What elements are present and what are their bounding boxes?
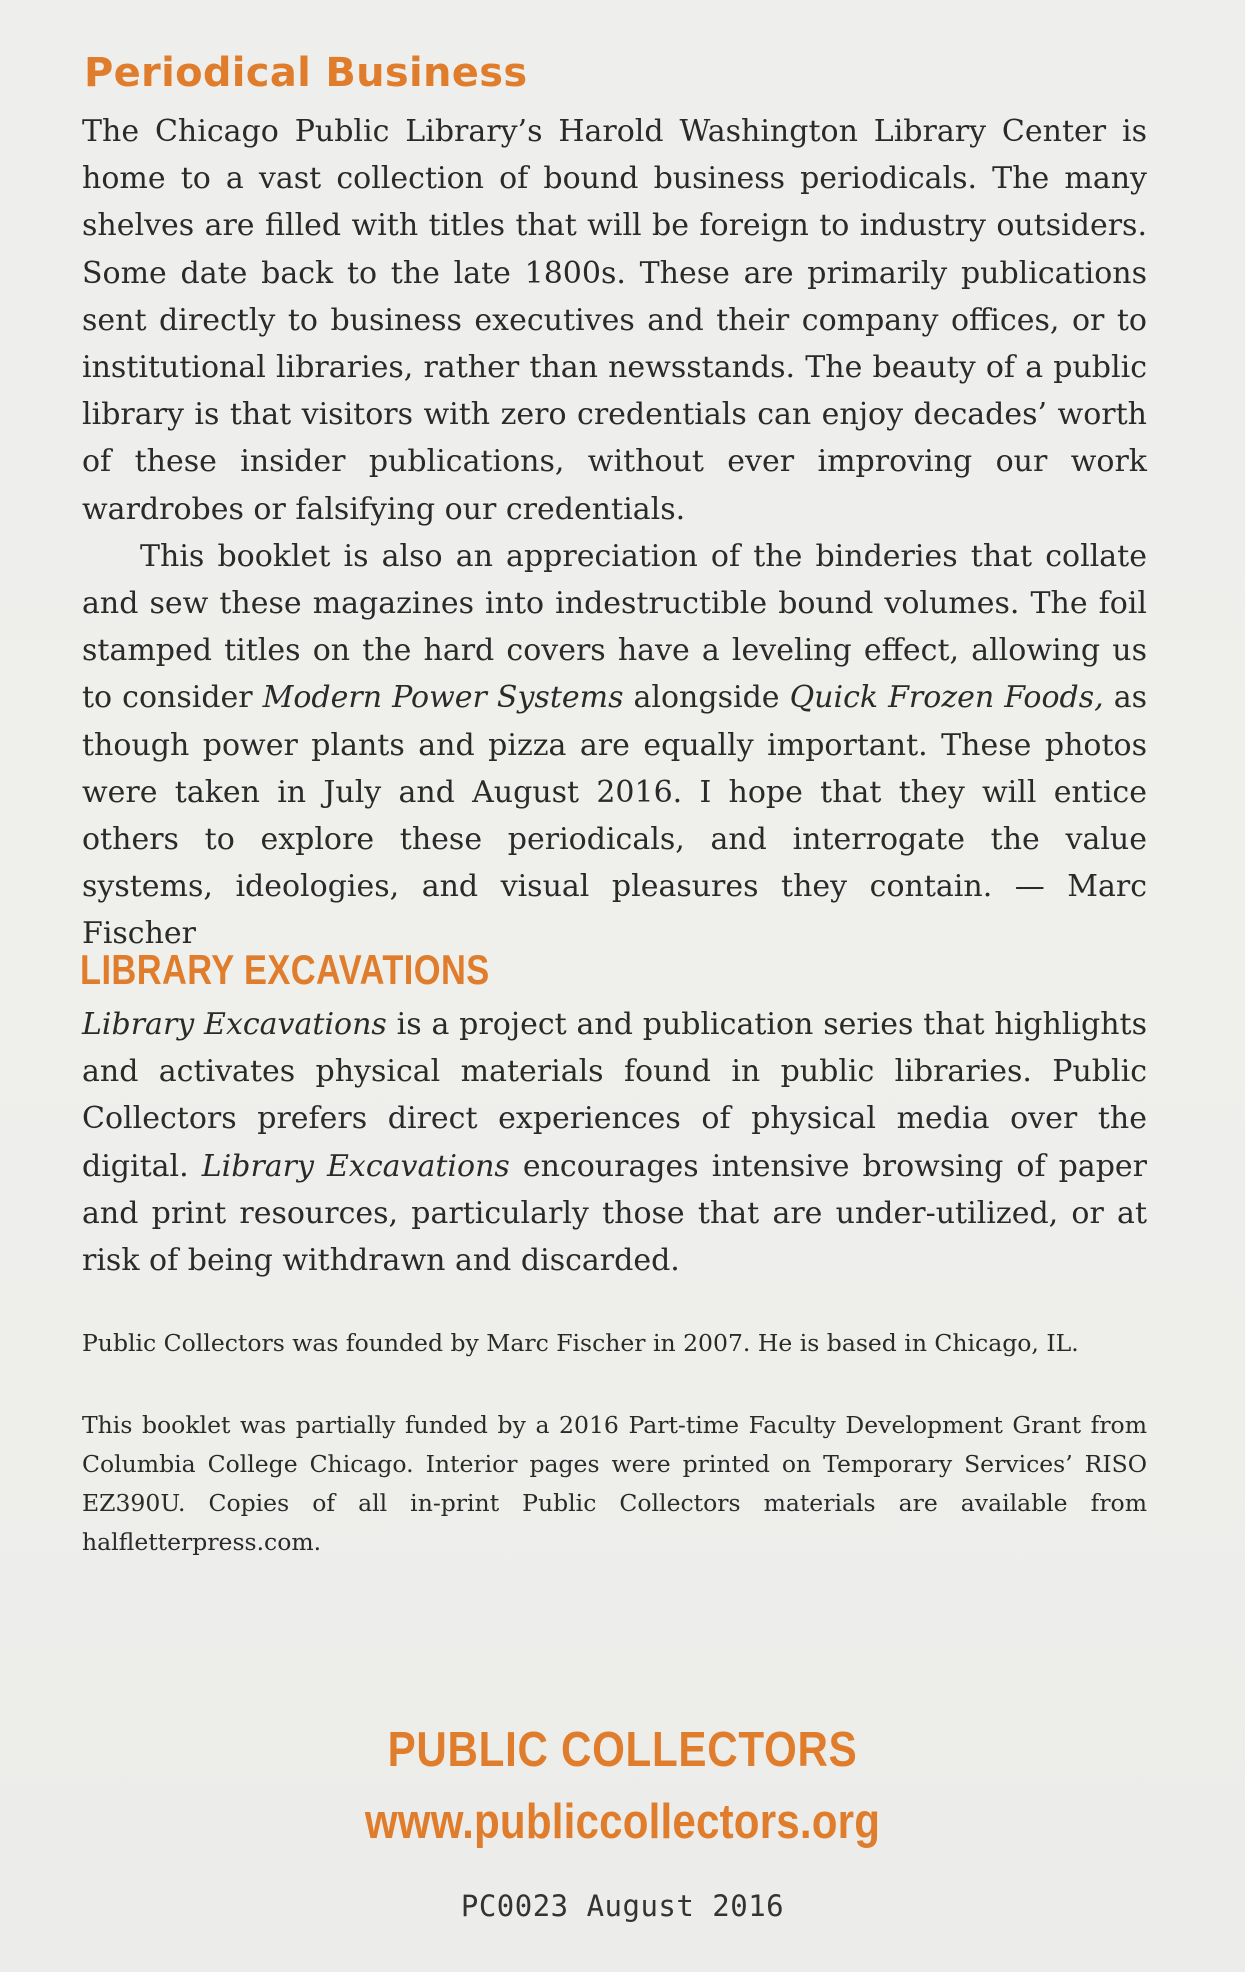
italic-title-library-excavations: Library Excavations	[82, 1007, 387, 1042]
funding-note: This booklet was partially funded by a 2016 Part-time Faculty Development Grant from Columbia College Chicago. Interior pages were printed on Temporary Services’ RISO EZ390U. Copies of all in-print Public Collectors materials are available from halfletterpress.com.	[82, 1411, 1147, 1556]
founded-note: Public Collectors was founded by Marc Fischer in 2007. He is based in Chicago, IL.	[82, 1329, 1079, 1357]
section-heading-periodical-business: Periodical Business	[84, 50, 528, 96]
publisher-brand: PUBLIC COLLECTORS	[387, 1723, 858, 1777]
publisher-url: www.publiccollectors.org	[364, 1795, 881, 1849]
publication-code: PC0023 August 2016	[460, 1889, 785, 1923]
library-excavations-text	[82, 1001, 1147, 1284]
periodical-business-text	[82, 108, 1147, 958]
italic-title-library-excavations-2: Library Excavations	[201, 1148, 510, 1184]
excavations-text-part-a: is a project and publication series that highlights and activates physical materials found in public libraries. Public Collectors prefers direct experiences of physical media over the digital.	[82, 1007, 1147, 1184]
section-heading-library-excavations: LIBRARY EXCAVATIONS	[80, 946, 490, 993]
intro-paragraph-2-part-a: This booklet is also an appreciation of the binderies that collate and sew these magazines into indestructible bound volumes. The foil stamped titles on the hard covers have a leveling effect, allowing us to consider	[82, 538, 1147, 716]
intro-paragraph-2	[82, 533, 1147, 958]
italic-title-modern-power-systems: Modern Power Systems	[262, 680, 624, 716]
intro-paragraph-2-part-b: alongside	[623, 680, 790, 716]
excavations-text-part-b: encourages intensive browsing of paper and print resources, particularly those that are under-utilized, or at risk of being withdrawn and discarded.	[82, 1148, 1147, 1279]
intro-paragraph-2-part-c: as though power plants and pizza are equally important. These photos were taken in July and August 2016. I hope that they will entice others to explore these periodicals, and interrogate the value systems, ideologies, and visual pleasures they contain. — Marc Fischer	[82, 680, 1147, 952]
excavations-paragraph	[82, 1001, 1147, 1284]
intro-paragraph-1: The Chicago Public Library’s Harold Washington Library Center is home to a vast collection of bound business periodicals. The many shelves are filled with titles that will be foreign to industry outsiders. Some date back to the late 1800s. These are primarily publications sent directly to business executives and their company offices, or to institutional libraries, rather than newsstands. The beauty of a public library is that visitors with zero credentials can enjoy decades’ worth of these insider publications, without ever improving our work wardrobes or falsifying our credentials.	[82, 114, 1147, 527]
italic-title-quick-frozen-foods: Quick Frozen Foods,	[789, 680, 1104, 716]
